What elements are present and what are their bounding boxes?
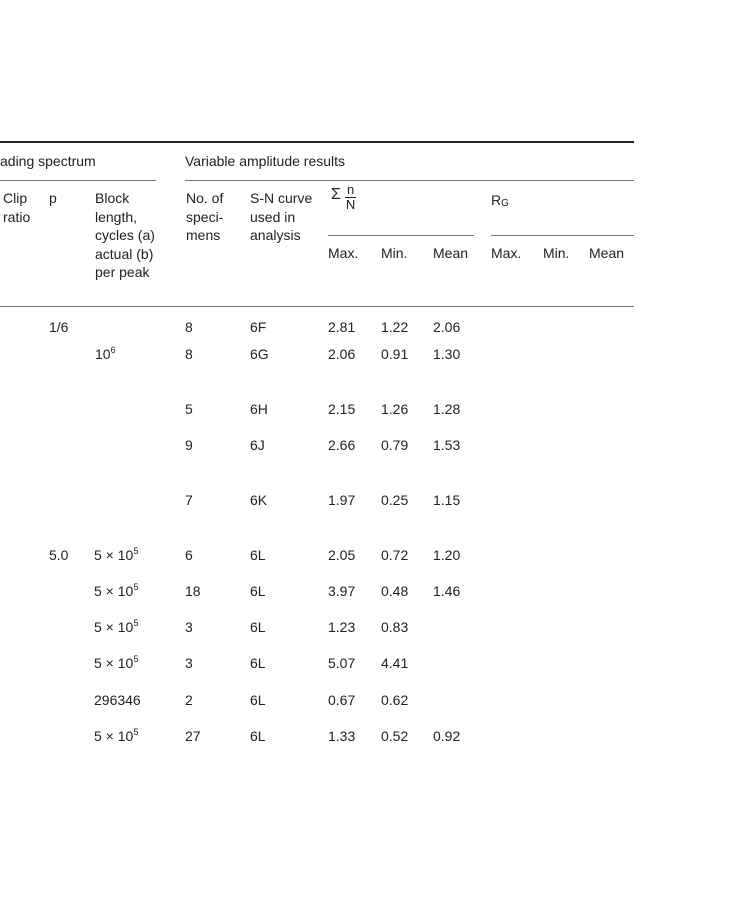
cell-mean: 0.92: [433, 728, 461, 744]
cell-curve: 6H: [250, 401, 268, 417]
cell-min: 1.26: [381, 401, 409, 417]
cell-specimens: 8: [185, 346, 193, 362]
cell-min: 0.91: [381, 346, 409, 362]
cell-specimens: 18: [185, 583, 201, 599]
cell-min: 0.83: [381, 619, 409, 635]
sum-fraction: [345, 183, 356, 212]
top-rule: [0, 141, 634, 143]
sum-min-header: Min.: [381, 245, 408, 261]
cell-min: 4.41: [381, 655, 409, 671]
cell-max: 2.66: [328, 437, 356, 453]
cell-curve: 6L: [250, 655, 266, 671]
sum-symbol: Σ: [331, 186, 341, 203]
block-base: 10: [95, 346, 111, 362]
col-header-rg: [491, 191, 509, 209]
group-right-rule: [185, 180, 634, 181]
cell-mean: 1.15: [433, 492, 461, 508]
group-heading-variable-amplitude: Variable amplitude results: [185, 153, 346, 169]
cell-max: 2.81: [328, 319, 356, 335]
block-exponent: 6: [110, 345, 116, 355]
block-exponent: 5: [133, 618, 139, 628]
cell-curve: 6K: [250, 492, 268, 508]
cell-specimens: 6: [185, 547, 193, 563]
rg-mean-header: Mean: [589, 245, 625, 261]
cell-min: 0.25: [381, 492, 409, 508]
block-base: 5 × 10: [94, 655, 134, 671]
cell-curve: 6F: [250, 319, 267, 335]
cell-p: 5.0: [49, 547, 69, 563]
cell-max: 2.15: [328, 401, 356, 417]
cell-curve: 6G: [250, 346, 269, 362]
cell-p: 1/6: [49, 319, 69, 335]
cell-max: 2.05: [328, 547, 356, 563]
cell-max: 1.33: [328, 728, 356, 744]
block-exponent: 5: [133, 582, 139, 592]
cell-specimens: 9: [185, 437, 193, 453]
cell-block-length: [94, 546, 138, 564]
cell-mean: 1.28: [433, 401, 461, 417]
rg-rule: [491, 235, 634, 236]
cell-max: 1.97: [328, 492, 356, 508]
cell-min: 0.72: [381, 547, 409, 563]
col-header-clip-ratio: Clip ratio: [3, 190, 31, 225]
cell-specimens: 27: [185, 728, 201, 744]
col-header-block-length: Block length, cycles (a) actual (b) per peak: [95, 190, 155, 280]
cell-block-length: [95, 345, 116, 363]
cell-specimens: 8: [185, 319, 193, 335]
sum-max-header: Max.: [328, 245, 359, 261]
cell-mean: 1.46: [433, 583, 461, 599]
cell-min: 0.48: [381, 583, 409, 599]
cell-mean: 1.53: [433, 437, 461, 453]
sum-numerator: n: [347, 182, 355, 197]
cell-min: 0.62: [381, 692, 409, 708]
block-exponent: 5: [133, 654, 139, 664]
rg-max-header: Max.: [491, 245, 522, 261]
cell-specimens: 2: [185, 692, 193, 708]
cell-specimens: 3: [185, 619, 193, 635]
cell-block-length: 296346: [94, 692, 141, 708]
cell-block-length: [94, 727, 138, 745]
rg-subscript: G: [501, 198, 509, 209]
header-bottom-rule: [0, 306, 634, 307]
sum-mean-header: Mean: [433, 245, 469, 261]
block-base: 5 × 10: [94, 728, 134, 744]
cell-min: 1.22: [381, 319, 409, 335]
cell-curve: 6J: [250, 437, 265, 453]
cell-max: 3.97: [328, 583, 356, 599]
block-base: 5 × 10: [94, 547, 134, 563]
group-left-rule: [0, 180, 156, 181]
cell-curve: 6L: [250, 583, 266, 599]
block-exponent: 5: [133, 546, 139, 556]
col-header-no-specimens: No. of speci- mens: [186, 190, 224, 243]
cell-specimens: 3: [185, 655, 193, 671]
col-header-sn-curve: S-N curve used in analysis: [250, 190, 313, 243]
cell-min: 0.52: [381, 728, 409, 744]
col-header-p: p: [49, 190, 57, 206]
cell-max: 2.06: [328, 346, 356, 362]
cell-specimens: 7: [185, 492, 193, 508]
rg-min-header: Min.: [543, 245, 570, 261]
rg-main: R: [491, 192, 502, 208]
cell-mean: 1.30: [433, 346, 461, 362]
cell-curve: 6L: [250, 547, 266, 563]
group-heading-loading-spectrum: ading spectrum: [0, 153, 96, 169]
block-base: 5 × 10: [94, 619, 134, 635]
cell-max: 1.23: [328, 619, 356, 635]
cell-max: 0.67: [328, 692, 356, 708]
cell-block-length: [94, 618, 138, 636]
cell-curve: 6L: [250, 619, 266, 635]
cell-curve: 6L: [250, 692, 266, 708]
cell-min: 0.79: [381, 437, 409, 453]
cell-max: 5.07: [328, 655, 356, 671]
cell-block-length: [94, 654, 138, 672]
block-exponent: 5: [133, 727, 139, 737]
cell-mean: 2.06: [433, 319, 461, 335]
cell-specimens: 5: [185, 401, 193, 417]
sum-denominator: N: [345, 197, 356, 212]
sum-rule: [328, 235, 474, 236]
cell-mean: 1.20: [433, 547, 461, 563]
cell-curve: 6L: [250, 728, 266, 744]
block-base: 5 × 10: [94, 583, 134, 599]
cell-block-length: [94, 582, 138, 600]
